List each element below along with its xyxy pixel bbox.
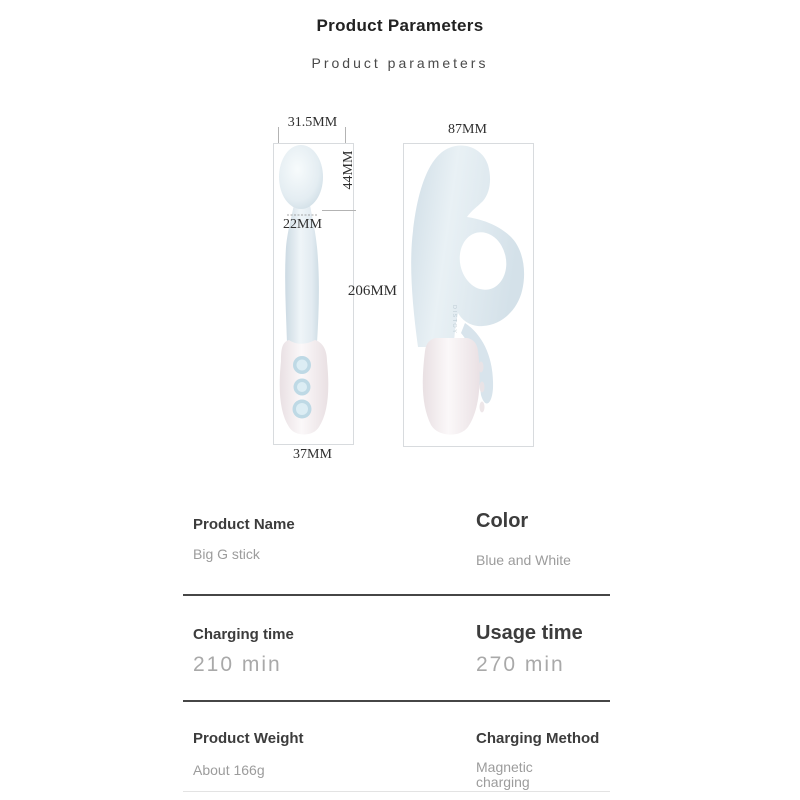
dim-label-head-height: 44MM: [341, 150, 356, 190]
product-name-label: Product Name: [193, 516, 295, 533]
left-product-head: [279, 145, 323, 209]
charging-method-label: Charging Method: [476, 730, 600, 747]
charging-time-value: 210 min: [193, 653, 282, 676]
specs-table: [183, 500, 610, 800]
dim-label-right-length: 206MM: [347, 283, 397, 299]
dim-tick-head-bottom: [322, 210, 356, 211]
dim-label-neck-width: 22MM: [283, 217, 322, 232]
page-subtitle: Product parameters: [311, 55, 489, 71]
usage-time-value: 270 min: [476, 653, 565, 676]
product-name-value: Big G stick: [193, 546, 260, 562]
right-product-illustration: [403, 143, 532, 445]
page-title: Product Parameters: [316, 16, 484, 35]
usage-time-label: Usage time: [476, 622, 583, 644]
charging-time-label: Charging time: [193, 626, 294, 643]
device-buttons: [293, 356, 312, 419]
spec-row-weight-method: [183, 702, 610, 792]
product-weight-value: About 166g: [193, 762, 265, 778]
spec-row-name-color: [183, 500, 610, 596]
dim-label-body-width: 37MM: [293, 447, 332, 462]
brand-text: DISTOY: [451, 305, 457, 335]
color-label: Color: [476, 510, 529, 532]
product-weight-label: Product Weight: [193, 730, 304, 747]
color-value: Blue and White: [476, 552, 571, 568]
right-product-handle: [423, 338, 480, 435]
spec-row-charging-usage: [183, 596, 610, 702]
charging-method-value: Magnetic charging: [476, 759, 533, 790]
dim-label-head-width: 31.5MM: [287, 115, 338, 130]
dim-label-right-width: 87MM: [448, 122, 487, 137]
